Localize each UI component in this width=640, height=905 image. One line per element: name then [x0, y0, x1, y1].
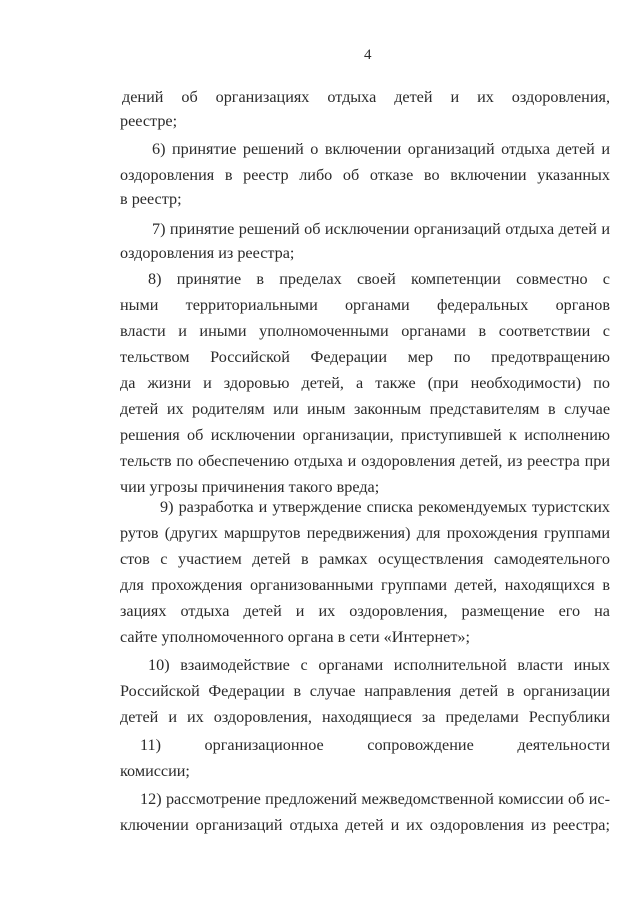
text-line: комиссии; [120, 762, 190, 780]
text-line: ными территориальными органами федеральных органов [120, 296, 610, 314]
text-line: детей и их оздоровления, находящиеся за пределами Республики [120, 708, 610, 726]
text-line: тельством Российской Федерации мер по предотвращению [120, 348, 610, 366]
text-line: сайте уполномоченного органа в сети «Интернет»; [120, 628, 470, 646]
text-line: 11) организационное сопровождение деятельности [140, 736, 610, 754]
text-line: 8) принятие в пределах своей компетенции совместно с [148, 270, 610, 288]
text-line: 12) рассмотрение предложений межведомственной комиссии об ис- [140, 790, 610, 808]
text-line: тельств по обеспечению отдыха и оздоровления детей, из реестра при [120, 452, 610, 470]
text-line: ключении организаций отдыха детей и их оздоровления из реестра; [120, 816, 610, 834]
text-line: дений об организациях отдыха детей и их оздоровления, [122, 88, 610, 106]
text-line: в реестр; [120, 190, 182, 208]
text-line: реестре; [120, 112, 178, 130]
text-line: детей их родителям или иным законным представителям в случае [120, 400, 610, 418]
text-line: да жизни и здоровью детей, а также (при необходимости) по [120, 374, 610, 392]
text-line: 7) принятие решений об исключении организаций отдыха детей и [152, 220, 610, 238]
text-line: решения об исключении организации, приступившей к исполнению [120, 426, 610, 444]
text-line: чии угрозы причинения такого вреда; [120, 478, 380, 496]
text-line: для прохождения организованными группами детей, находящихся в [120, 576, 610, 594]
text-line: Российской Федерации в случае направления детей в организации [120, 682, 610, 700]
text-line: 6) принятие решений о включении организаций отдыха детей и [152, 140, 610, 158]
text-line: оздоровления из реестра; [120, 244, 295, 262]
text-line: 9) разработка и утверждение списка рекомендуемых туристских [160, 498, 610, 516]
text-line: оздоровления в реестр либо об отказе во включении указанных [120, 166, 610, 184]
text-line: зациях отдыха детей и их оздоровления, размещение его на [120, 602, 610, 620]
text-line: рутов (других маршрутов передвижения) для прохождения группами [120, 524, 610, 542]
text-line: власти и иными уполномоченными органами в соответствии с [120, 322, 610, 340]
page-number: 4 [364, 47, 372, 63]
text-line: стов с участием детей в рамках осуществления самодеятельного [120, 550, 610, 568]
text-line: 10) взаимодействие с органами исполнительной власти иных [148, 656, 610, 674]
